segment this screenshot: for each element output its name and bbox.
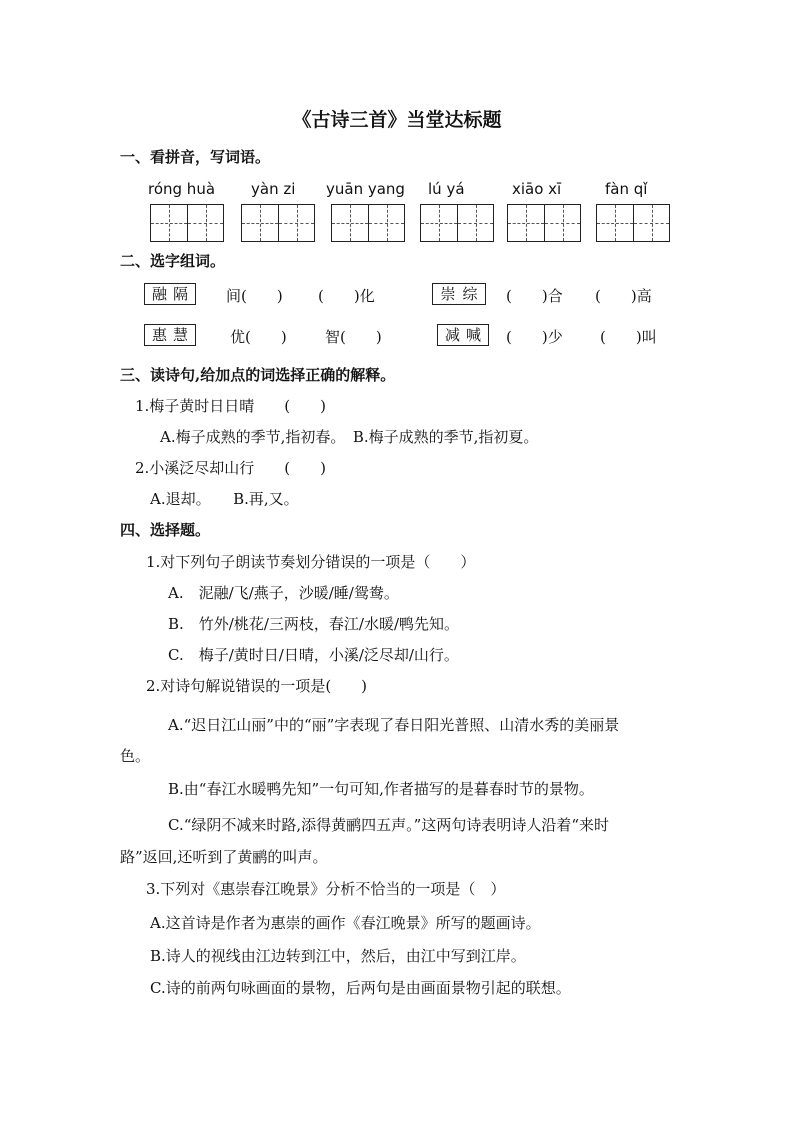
char-choice: 惠 <box>151 326 167 344</box>
section-1-heading: 一、看拼音，写词语。 <box>120 148 271 166</box>
pinyin-6: fàn qǐ <box>605 180 648 198</box>
question-4-1: 1.对下列句子朗读节奏划分错误的一项是（ ） <box>146 553 476 571</box>
writing-grid-4[interactable] <box>420 204 494 242</box>
option-b: B. 竹外/桃花/三两枝，春江/水暖/鸭先知。 <box>168 615 460 633</box>
writing-grid-6[interactable] <box>596 204 670 242</box>
option-a: A.“迟日江山丽”中的“丽”字表现了春日阳光普照、山清水秀的美丽景 <box>168 716 620 734</box>
char-choice: 慧 <box>172 326 188 344</box>
char-choice: 喊 <box>465 326 481 344</box>
pinyin-1: róng huà <box>148 180 216 198</box>
pinyin-2: yàn zi <box>251 180 296 198</box>
section-3-heading: 三、读诗句,给加点的词选择正确的解释。 <box>120 366 396 384</box>
char-choice-box-2 <box>432 283 486 305</box>
char-choice: 减 <box>444 326 460 344</box>
word-blank[interactable]: 优( ) <box>230 328 287 346</box>
section-4-heading: 四、选择题。 <box>120 521 211 539</box>
word-blank[interactable]: ( )合 <box>506 287 563 305</box>
option-c: C.“绿阴不减来时路,添得黄鹂四五声。”这两句诗表明诗人沿着“来时 <box>168 816 609 834</box>
word-blank[interactable]: ( )高 <box>595 287 652 305</box>
writing-grid-5[interactable] <box>507 204 581 242</box>
question-3-2-options: A.退却。 B.再,又。 <box>150 490 299 508</box>
word-blank[interactable]: 间( ) <box>226 287 283 305</box>
question-3-2: 2.小溪泛尽却山行 ( ) <box>135 459 327 477</box>
option-c: C.诗的前两句咏画面的景物，后两句是由画面景物引起的联想。 <box>150 979 571 997</box>
pinyin-5: xiāo xī <box>512 180 562 198</box>
char-choice: 崇 <box>440 285 456 303</box>
writing-grid-3[interactable] <box>331 204 405 242</box>
word-blank[interactable]: ( )少 <box>506 328 563 346</box>
question-3-1: 1.梅子黄时日日晴 ( ) <box>135 397 327 415</box>
word-blank[interactable]: ( )叫 <box>600 328 657 346</box>
question-3-1-options: A.梅子成熟的季节,指初春。 B.梅子成熟的季节,指初夏。 <box>160 428 539 446</box>
word-blank[interactable]: 智( ) <box>325 328 382 346</box>
writing-grid-2[interactable] <box>241 204 315 242</box>
char-choice-box-4 <box>437 324 489 346</box>
option-a: A.这首诗是作者为惠崇的画作《春江晚景》所写的题画诗。 <box>150 914 541 932</box>
option-b: B.诗人的视线由江边转到江中，然后，由江中写到江岸。 <box>150 947 526 965</box>
section-2-heading: 二、选字组词。 <box>120 252 226 270</box>
char-choice: 融 <box>151 285 167 303</box>
option-a-continued: 色。 <box>120 747 151 765</box>
writing-grid-1[interactable] <box>150 204 224 242</box>
pinyin-4: lú yá <box>428 180 465 198</box>
char-choice: 综 <box>462 285 478 303</box>
char-choice-box-3 <box>144 324 196 346</box>
page-title: 《古诗三首》当堂达标题 <box>292 109 502 131</box>
pinyin-3: yuān yang <box>326 180 405 198</box>
char-choice-box-1 <box>144 283 196 305</box>
option-a: A. 泥融/飞/燕子，沙暖/睡/鸳鸯。 <box>168 584 399 602</box>
option-c-continued: 路”返回,还听到了黄鹂的叫声。 <box>120 848 328 866</box>
question-4-2: 2.对诗句解说错误的一项是( ) <box>146 677 368 695</box>
word-blank[interactable]: ( )化 <box>318 287 375 305</box>
question-4-3: 3.下列对《惠崇春江晚景》分析不恰当的一项是（ ） <box>146 880 506 898</box>
option-c: C. 梅子/黄时日/日晴，小溪/泛尽却/山行。 <box>168 646 459 664</box>
char-choice: 隔 <box>172 285 188 303</box>
option-b: B.由“春江水暖鸭先知”一句可知,作者描写的是暮春时节的景物。 <box>168 780 594 798</box>
